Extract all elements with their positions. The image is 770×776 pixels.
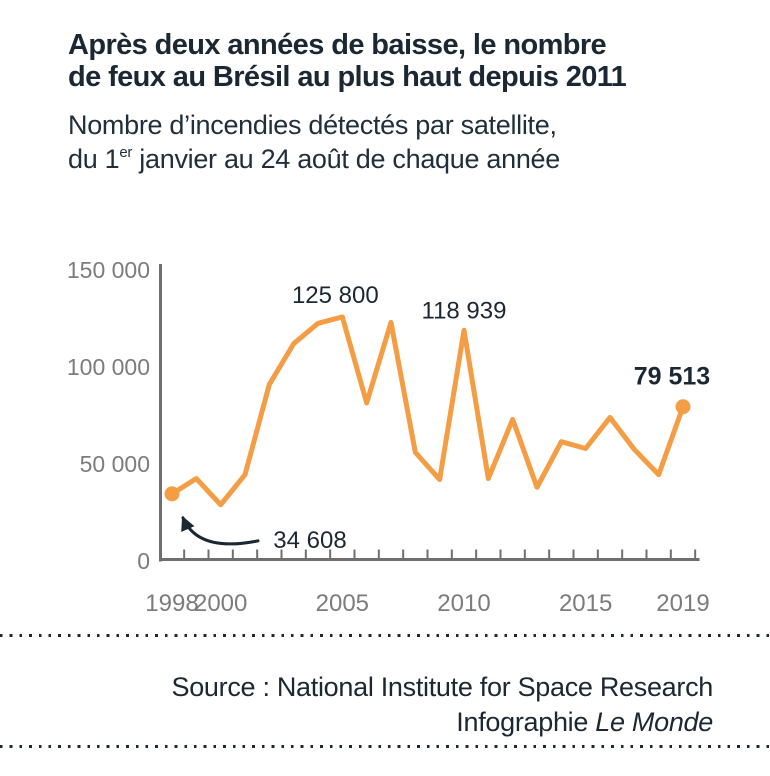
subtitle-line2-rest: janvier au 24 août de chaque année xyxy=(132,144,560,174)
annotation-arrow xyxy=(183,518,258,544)
annotation-label: 118 939 xyxy=(421,297,507,325)
y-tick-label: 150 000 xyxy=(66,257,150,283)
divider-dotted-bottom xyxy=(0,745,770,748)
source-credit: Source : National Institute for Space Research xyxy=(171,672,713,702)
y-tick-label: 100 000 xyxy=(66,354,150,380)
annotation-label: 79 513 xyxy=(633,362,711,391)
credit-prefix: Infographie xyxy=(456,707,596,737)
y-tick-label: 0 xyxy=(137,548,150,574)
x-tick-label: 2000 xyxy=(193,590,248,617)
annotation-label: 34 608 xyxy=(273,526,347,554)
x-tick-label: 2015 xyxy=(558,590,613,617)
data-point-marker xyxy=(675,399,690,414)
superscript-er: er xyxy=(119,144,133,161)
y-tick-label: 50 000 xyxy=(79,451,150,477)
chart-subtitle-line1: Nombre d’incendies détectés par satellite, xyxy=(68,110,557,140)
x-tick-label: 2005 xyxy=(315,590,370,617)
series-line xyxy=(172,317,683,505)
chart-title-line2: de feux au Brésil au plus haut depuis 2011 xyxy=(68,61,627,93)
divider-dotted-top xyxy=(0,634,770,637)
x-tick-label: 2010 xyxy=(437,590,491,617)
chart-title-line1: Après deux années de baisse, le nombre xyxy=(68,29,607,61)
credit-brand: Le Monde xyxy=(595,707,713,737)
x-tick-label: 1998 xyxy=(145,590,199,617)
x-tick-label: 2019 xyxy=(656,590,710,617)
annotation-label: 125 800 xyxy=(291,281,379,309)
infographic-credit xyxy=(456,707,713,738)
data-point-marker xyxy=(165,486,180,501)
subtitle-line2-text: du 1 xyxy=(68,144,120,174)
